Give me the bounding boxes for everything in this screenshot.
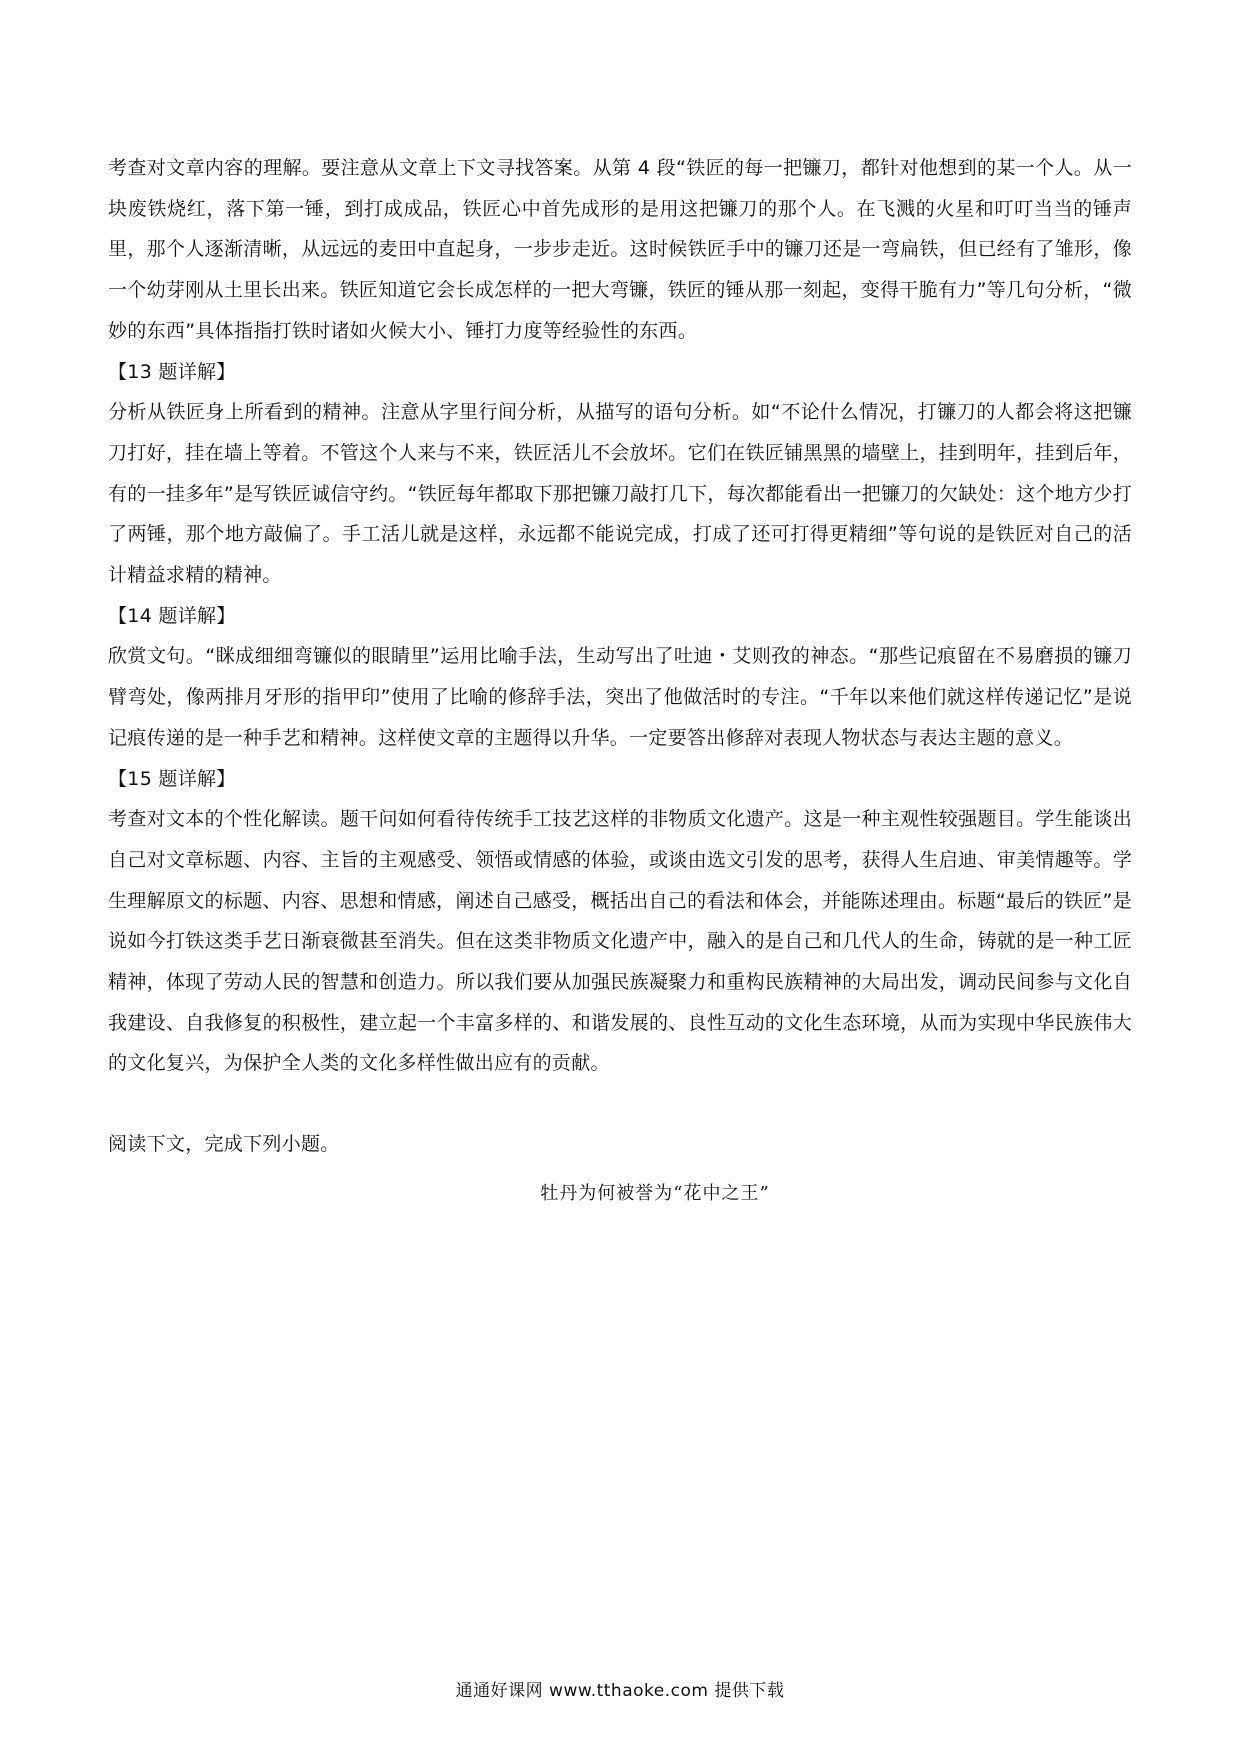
spacer (108, 1084, 1132, 1124)
passage-title: 牡丹为何被誉为“花中之王” (540, 1182, 770, 1204)
question-heading-15: 【15 题详解】 (108, 767, 236, 790)
answer-paragraph-15: 考查对文本的个性化解读。题干问如何看待传统手工技艺这样的非物质文化遗产。这是一种主观性较强题目。学生能谈出自己对文章标题、内容、主旨的主观感受、领悟或情感的体验，或谈由选文引发的思考，获得人生启迪、审美情趣等。学生理解原文的标题、内容、思想和情感，阐述自己感受，概括出自己的看法和体会，并能陈述理由。标题“最后的铁匠”是说如今打铁这类手艺日渐衰微甚至消失。但在这类非物质文化遗产中，融入的是自己和几代人的生命，铸就的是一种工匠精神，体现了劳动人民的智慧和创造力。所以我们要从加强民族凝聚力和重构民族精神的大局出发，调动民间参与文化自我建设、自我修复的积极性，建立起一个丰富多样的、和谐发展的、良性互动的文化生态环境，从而为实现中华民族伟大的文化复兴，为保护全人类的文化多样性做出应有的贡献。 (108, 808, 1132, 1075)
question-heading-14: 【14 题详解】 (108, 604, 236, 627)
reading-instruction: 阅读下文，完成下列小题。 (108, 1133, 340, 1156)
document-body (108, 148, 1132, 1209)
answer-paragraph-14: 欣赏文句。“眯成细细弯镰似的眼睛里”运用比喻手法，生动写出了吐迪・艾则孜的神态。“那些记痕留在不易磨损的镰刀臂弯处，像两排月牙形的指甲印”使用了比喻的修辞手法，突出了他做活时的专注。“千年以来他们就这样传递记忆”是说记痕传递的是一种手艺和精神。这样使文章的主题得以升华。一定要答出修辞对表现人物状态与表达主题的意义。 (108, 645, 1132, 749)
answer-paragraph-12: 考查对文章内容的理解。要注意从文章上下文寻找答案。从第 4 段“铁匠的每一把镰刀，都针对他想到的某一个人。从一块废铁烧红，落下第一锤，到打成成品，铁匠心中首先成形的是用这把镰刀的那个人。在飞溅的火星和叮叮当当的锤声里，那个人逐渐清晰，从远远的麦田中直起身，一步步走近。这时候铁匠手中的镰刀还是一弯扁铁，但已经有了雏形，像一个幼芽刚从土里长出来。铁匠知道它会长成怎样的一把大弯镰，铁匠的锤从那一刻起，变得干脆有力”等几句分析，“微妙的东西”具体指指打铁时诸如火候大小、锤打力度等经验性的东西。 (108, 157, 1132, 342)
page-footer: 通通好课网 www.tthaoke.com 提供下载 (455, 1681, 785, 1701)
answer-paragraph-13: 分析从铁匠身上所看到的精神。注意从字里行间分析，从描写的语句分析。如“不论什么情况，打镰刀的人都会将这把镰刀打好，挂在墙上等着。不管这个人来与不来，铁匠活儿不会放坏。它们在铁匠铺黑黑的墙壁上，挂到明年，挂到后年，有的一挂多年”是写铁匠诚信守约。“铁匠每年都取下那把镰刀敲打几下，每次都能看出一把镰刀的欠缺处：这个地方少打了两锤，那个地方敲偏了。手工活儿就是这样，永远都不能说完成，打成了还可打得更精细”等句说的是铁匠对自己的活计精益求精的精神。 (108, 401, 1132, 587)
question-heading-13: 【13 题详解】 (108, 360, 236, 383)
